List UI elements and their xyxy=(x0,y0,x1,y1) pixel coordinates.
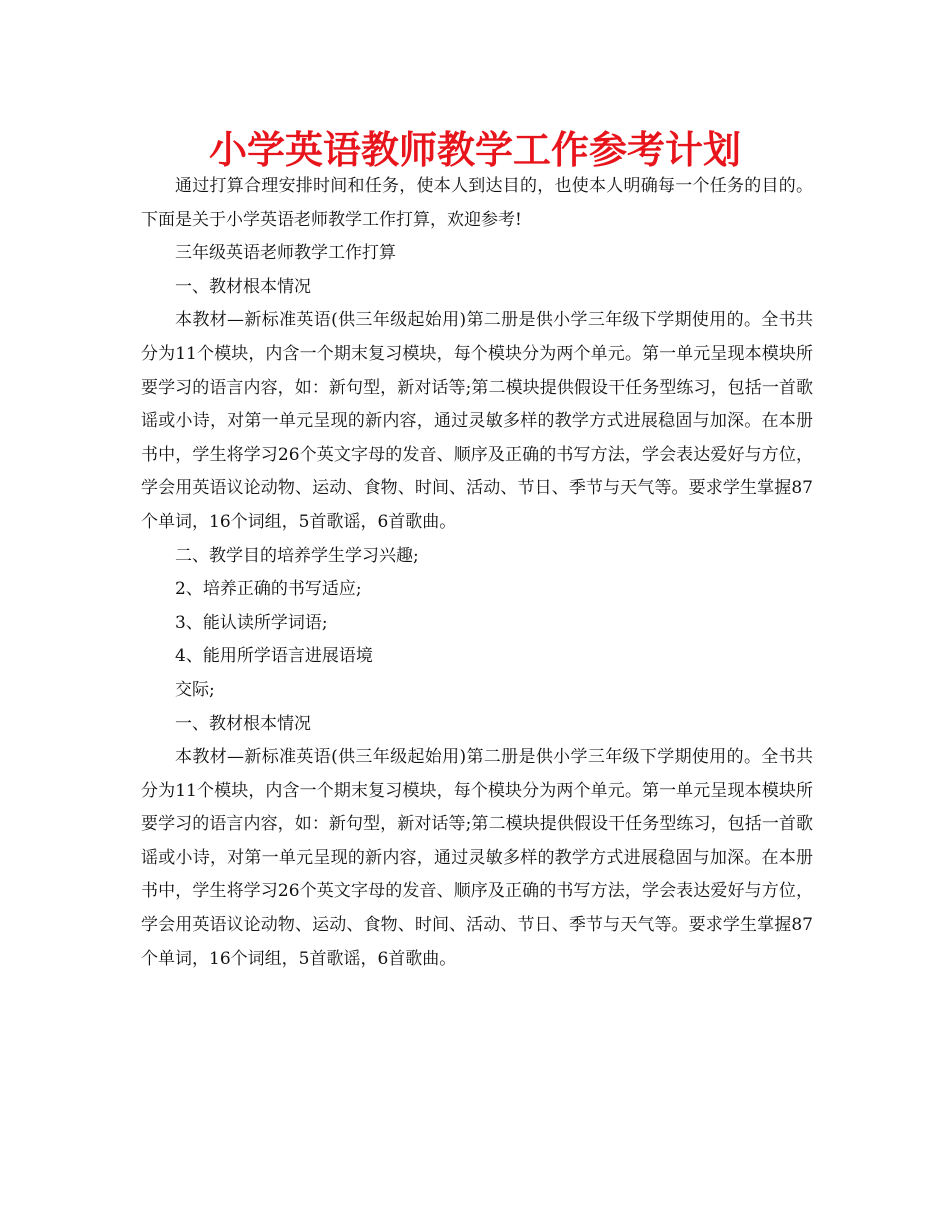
paragraph-heading-3: 一、教材根本情况 xyxy=(175,713,311,734)
paragraph-intro: 通过打算合理安排时间和任务，使本人到达目的，也使本人明确每一个任务的目的。下面是关于小学英语老师教学工作打算，欢迎参考! xyxy=(141,176,813,230)
paragraph-textbook-2: 本教材—新标准英语(供三年级起始用)第二册是供小学三年级下学期使用的。全书共分为11个模块，内含一个期末复习模块，每个模块分为两个单元。第一单元呈现本模块所要学习的语言内容，如：新句型，新对话等;第二模块提供假设干任务型练习，包括一首歌谣或小诗，对第一单元呈现的新内容，通过灵敏多样的教学方式进展稳固与加深。在本册书中，学生将学习26个英文字母的发音、顺序及正确的书写方法，学会表达爱好与方位，学会用英语议论动物、运动、食物、时间、活动、节日、季节与天气等。要求学生掌握87个单词，16个词组，5首歌谣，6首歌曲。 xyxy=(141,747,813,969)
paragraph-heading-1: 一、教材根本情况 xyxy=(175,276,311,297)
page-title: 小学英语教师教学工作参考计划 xyxy=(208,128,741,172)
paragraph-heading-2: 二、教学目的培养学生学习兴趣; xyxy=(175,545,419,566)
paragraph-goal-4: 4、能用所学语言进展语境 xyxy=(175,646,373,667)
paragraph-subtitle: 三年级英语老师教学工作打算 xyxy=(175,243,396,264)
paragraph-textbook-1: 本教材—新标准英语(供三年级起始用)第二册是供小学三年级下学期使用的。全书共分为11个模块，内含一个期末复习模块，每个模块分为两个单元。第一单元呈现本模块所要学习的语言内容，如：新句型，新对话等;第二模块提供假设干任务型练习，包括一首歌谣或小诗，对第一单元呈现的新内容，通过灵敏多样的教学方式进展稳固与加深。在本册书中，学生将学习26个英文字母的发音、顺序及正确的书写方法，学会表达爱好与方位，学会用英语议论动物、运动、食物、时间、活动、节日、季节与天气等。要求学生掌握87个单词，16个词组，5首歌谣，6首歌曲。 xyxy=(141,310,813,532)
document-body xyxy=(141,170,813,976)
paragraph-goal-2: 2、培养正确的书写适应; xyxy=(175,579,362,600)
paragraph-goal-4-cont: 交际; xyxy=(175,679,215,700)
paragraph-goal-3: 3、能认读所学词语; xyxy=(175,612,328,633)
